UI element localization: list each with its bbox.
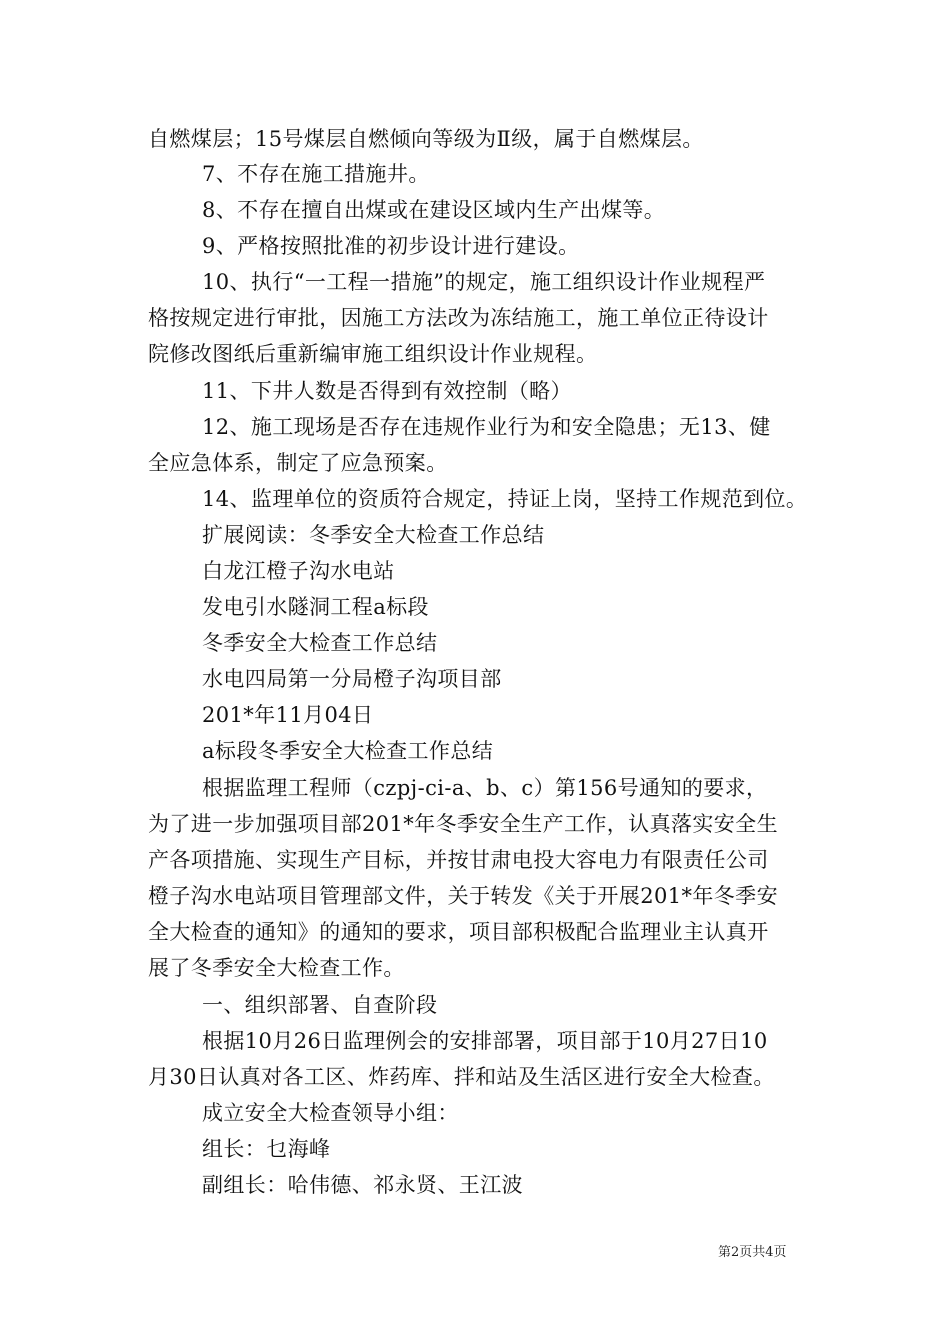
text-line: 为了进一步加强项目部201*年冬季安全生产工作，认真落实安全生	[148, 812, 778, 836]
text-line: 11、下井人数是否得到有效控制（略）	[202, 379, 572, 403]
text-line: 全大检查的通知》的通知的要求，项目部积极配合监理业主认真开	[148, 920, 769, 944]
text-line: 8、不存在擅自出煤或在建设区域内生产出煤等。	[202, 198, 666, 222]
text-line: 产各项措施、实现生产目标，并按甘肃电投大容电力有限责任公司	[148, 848, 769, 872]
text-line: 10、执行“一工程一措施”的规定，施工组织设计作业规程严	[202, 270, 766, 294]
text-line: 201*年11月04日	[202, 703, 374, 727]
text-line: 格按规定进行审批，因施工方法改为冻结施工，施工单位正待设计	[148, 306, 769, 330]
text-line: 组长：乜海峰	[202, 1137, 331, 1161]
text-line: 白龙江橙子沟水电站	[202, 559, 395, 583]
text-line: 全应急体系，制定了应急预案。	[148, 451, 448, 475]
text-line: 发电引水隧洞工程a标段	[202, 595, 429, 619]
text-line: 水电四局第一分局橙子沟项目部	[202, 667, 502, 691]
text-line: 成立安全大检查领导小组：	[202, 1101, 459, 1125]
text-line: 展了冬季安全大检查工作。	[148, 956, 405, 980]
text-line: 橙子沟水电站项目管理部文件，关于转发《关于开展201*年冬季安	[148, 884, 778, 908]
text-line: 月30日认真对各工区、炸药库、拌和站及生活区进行安全大检查。	[148, 1065, 775, 1089]
section-heading: 一、组织部署、自查阶段	[202, 993, 438, 1017]
text-line: 根据10月26日监理例会的安排部署，项目部于10月27日10	[202, 1029, 768, 1053]
text-line: 9、严格按照批准的初步设计进行建设。	[202, 234, 580, 258]
text-line: 12、施工现场是否存在违规作业行为和安全隐患；无13、健	[202, 415, 771, 439]
page-number-footer: 第2页共4页	[718, 1245, 787, 1260]
text-line: 扩展阅读：冬季安全大检查工作总结	[202, 523, 545, 547]
text-line: 院修改图纸后重新编审施工组织设计作业规程。	[148, 342, 598, 366]
text-line: 7、不存在施工措施井。	[202, 162, 430, 186]
text-line: 14、监理单位的资质符合规定，持证上岗，坚持工作规范到位。	[202, 487, 808, 511]
text-line: 根据监理工程师（czpj-ci-a、b、c）第156号通知的要求，	[202, 776, 768, 800]
text-line: a标段冬季安全大检查工作总结	[202, 739, 494, 763]
text-line: 副组长：哈伟德、祁永贤、王江波	[202, 1173, 523, 1197]
text-line: 自燃煤层；15号煤层自燃倾向等级为Ⅱ级，属于自燃煤层。	[148, 127, 704, 151]
text-line: 冬季安全大检查工作总结	[202, 631, 438, 655]
